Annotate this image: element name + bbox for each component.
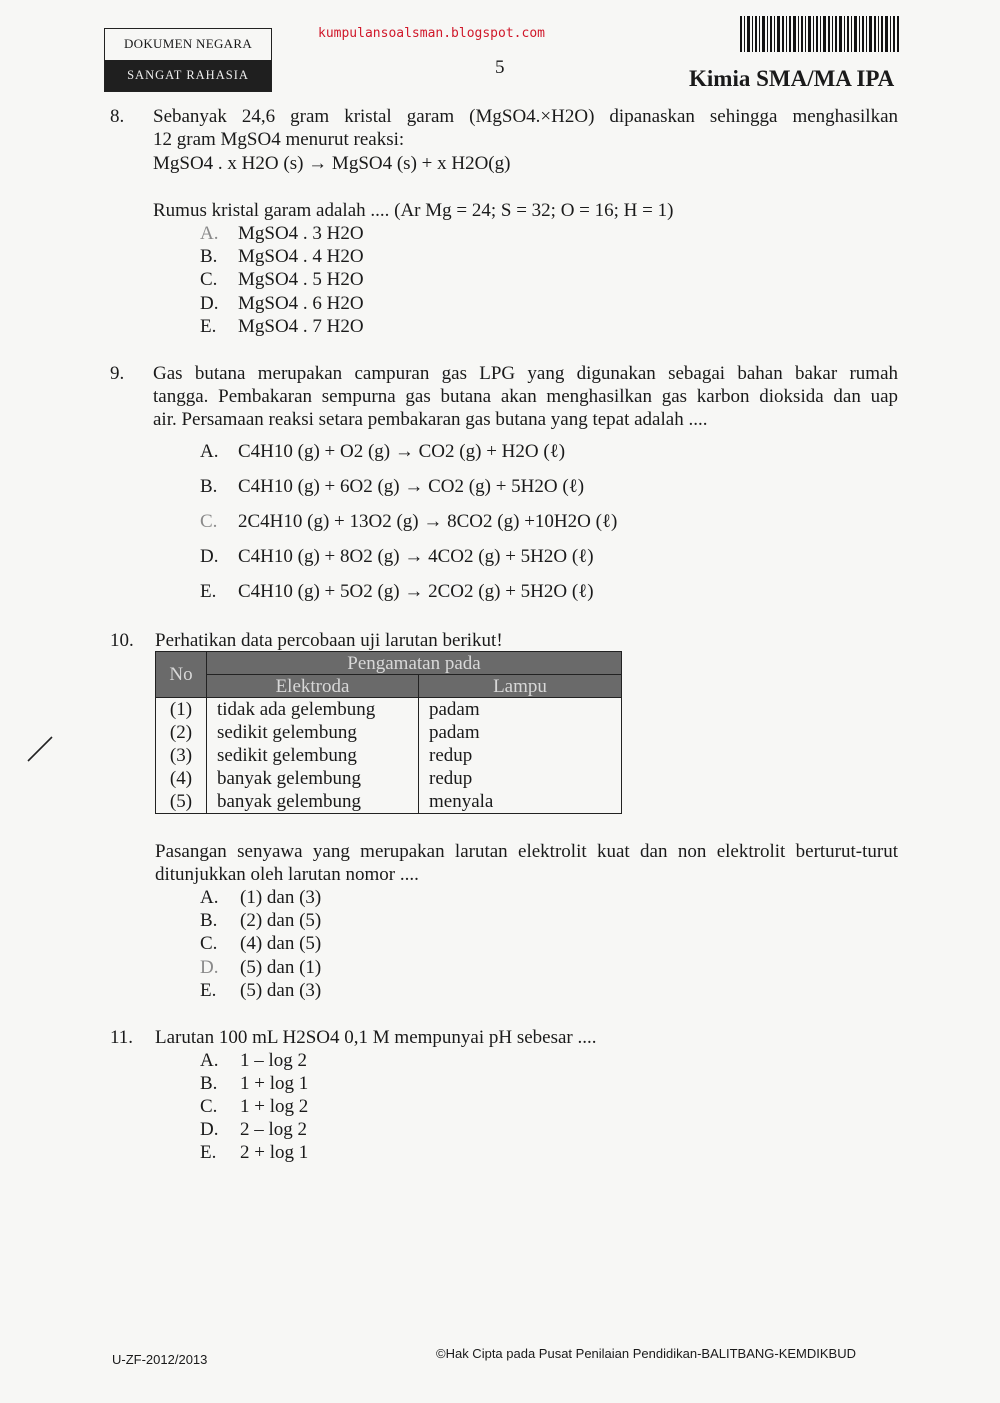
- q9-option-c: 2C4H10 (g) + 13O2 (g) → 8CO2 (g) +10H2O (ℓ): [238, 511, 618, 532]
- q8-option-e: MgSO4 . 7 H2O: [238, 316, 364, 337]
- row-electrode: sedikit gelembung: [207, 744, 419, 767]
- q10-line1: Pasangan senyawa yang merupakan larutan elektrolit kuat dan non elektrolit berturut-turut: [155, 841, 898, 862]
- q9-line2: tangga. Pembakaran sempurna gas butana akan menghasilkan gas karbon dioksida dan uap: [153, 386, 898, 407]
- q11-option-c: 1 + log 2: [240, 1096, 309, 1117]
- q11-option-d-letter: D.: [200, 1119, 219, 1140]
- q9-line3: air. Persamaan reaksi setara pembakaran gas butana yang tepat adalah ....: [153, 409, 708, 430]
- q11-option-c-letter: C.: [200, 1096, 218, 1117]
- q9-option-c-letter: C.: [200, 511, 218, 532]
- document-label-box: [104, 28, 272, 92]
- q10-option-e-letter: E.: [200, 980, 217, 1001]
- q8-option-b-letter: B.: [200, 246, 218, 267]
- table-header-group: Pengamatan pada: [207, 652, 622, 675]
- q8-option-c-letter: C.: [200, 269, 218, 290]
- q8-option-d: MgSO4 . 6 H2O: [238, 293, 364, 314]
- row-electrode: banyak gelembung: [207, 767, 419, 790]
- classification-label: SANGAT RAHASIA: [105, 60, 271, 91]
- q10-line2: ditunjukkan oleh larutan nomor ....: [155, 864, 419, 885]
- table-row: [156, 721, 622, 744]
- barcode-icon: [740, 16, 900, 56]
- q9-option-b-letter: B.: [200, 476, 218, 497]
- q11-number: 11.: [110, 1027, 134, 1048]
- q11-option-d: 2 – log 2: [240, 1119, 308, 1140]
- copyright-notice: ©Hak Cipta pada Pusat Penilaian Pendidikan-BALITBANG-KEMDIKBUD: [436, 1346, 856, 1361]
- table-row: [156, 744, 622, 767]
- q10-option-d-letter: D.: [200, 957, 219, 978]
- q9-option-d-letter: D.: [200, 546, 219, 567]
- row-no: (3): [156, 744, 207, 767]
- q9-line1: Gas butana merupakan campuran gas LPG yang digunakan sebagai bahan bakar rumah: [153, 363, 898, 384]
- row-no: (2): [156, 721, 207, 744]
- q10-option-a: (1) dan (3): [240, 887, 322, 908]
- q8-prompt: Rumus kristal garam adalah .... (Ar Mg = 24; S = 32; O = 16; H = 1): [153, 200, 674, 221]
- table-header-no: No: [156, 652, 207, 698]
- q11-option-b: 1 + log 1: [240, 1073, 309, 1094]
- pen-stroke-mark: [24, 735, 54, 765]
- q11-prompt: Larutan 100 mL H2SO4 0,1 M mempunyai pH sebesar ....: [155, 1027, 597, 1048]
- exam-code: U-ZF-2012/2013: [112, 1352, 208, 1367]
- row-no: (1): [156, 698, 207, 722]
- q10-option-a-letter: A.: [200, 887, 219, 908]
- q10-option-b-letter: B.: [200, 910, 218, 931]
- subject-title: Kimia SMA/MA IPA: [689, 66, 895, 91]
- table-header-electrode: Elektroda: [207, 675, 419, 698]
- q8-line2: 12 gram MgSO4 menurut reaksi:: [153, 129, 405, 150]
- q10-option-e: (5) dan (3): [240, 980, 322, 1001]
- q10-number: 10.: [110, 630, 134, 651]
- row-lamp: padam: [419, 721, 622, 744]
- q9-option-a: C4H10 (g) + O2 (g) → CO2 (g) + H2O (ℓ): [238, 441, 566, 462]
- q8-option-a-letter: A.: [200, 223, 219, 244]
- row-electrode: tidak ada gelembung: [207, 698, 419, 722]
- q8-reaction: MgSO4 . x H2O (s) → MgSO4 (s) + x H2O(g): [153, 153, 511, 174]
- q10-option-b: (2) dan (5): [240, 910, 322, 931]
- q8-option-a: MgSO4 . 3 H2O: [238, 223, 364, 244]
- q8-option-c: MgSO4 . 5 H2O: [238, 269, 364, 290]
- q10-option-c-letter: C.: [200, 933, 218, 954]
- table-row: [156, 767, 622, 790]
- observation-table: [155, 651, 622, 814]
- table-row: [156, 790, 622, 814]
- q11-option-a-letter: A.: [200, 1050, 219, 1071]
- q9-option-a-letter: A.: [200, 441, 219, 462]
- q9-option-e-letter: E.: [200, 581, 217, 602]
- q10-option-d: (5) dan (1): [240, 957, 322, 978]
- q10-option-c: (4) dan (5): [240, 933, 322, 954]
- q8-line1: Sebanyak 24,6 gram kristal garam (MgSO4.×H2O) dipanaskan sehingga menghasilkan: [153, 106, 898, 127]
- row-lamp: padam: [419, 698, 622, 722]
- q11-option-e: 2 + log 1: [240, 1142, 309, 1163]
- blog-watermark: kumpulansoalsman.blogspot.com: [318, 26, 545, 41]
- q8-number: 8.: [110, 106, 125, 127]
- q11-option-a: 1 – log 2: [240, 1050, 308, 1071]
- q11-option-b-letter: B.: [200, 1073, 218, 1094]
- page-number: 5: [495, 57, 505, 78]
- row-electrode: banyak gelembung: [207, 790, 419, 814]
- q9-option-e: C4H10 (g) + 5O2 (g) → 2CO2 (g) + 5H2O (ℓ): [238, 581, 594, 602]
- q8-option-b: MgSO4 . 4 H2O: [238, 246, 364, 267]
- row-lamp: redup: [419, 744, 622, 767]
- table-header-lamp: Lampu: [419, 675, 622, 698]
- q9-option-d: C4H10 (g) + 8O2 (g) → 4CO2 (g) + 5H2O (ℓ): [238, 546, 594, 567]
- q9-option-b: C4H10 (g) + 6O2 (g) → CO2 (g) + 5H2O (ℓ): [238, 476, 585, 497]
- q9-number: 9.: [110, 363, 125, 384]
- row-no: (5): [156, 790, 207, 814]
- doc-label: DOKUMEN NEGARA: [123, 36, 253, 51]
- row-no: (4): [156, 767, 207, 790]
- row-lamp: menyala: [419, 790, 622, 814]
- row-electrode: sedikit gelembung: [207, 721, 419, 744]
- q11-option-e-letter: E.: [200, 1142, 217, 1163]
- q8-option-d-letter: D.: [200, 293, 219, 314]
- row-lamp: redup: [419, 767, 622, 790]
- q10-intro: Perhatikan data percobaan uji larutan berikut!: [155, 630, 503, 651]
- q8-option-e-letter: E.: [200, 316, 217, 337]
- table-row: [156, 698, 622, 722]
